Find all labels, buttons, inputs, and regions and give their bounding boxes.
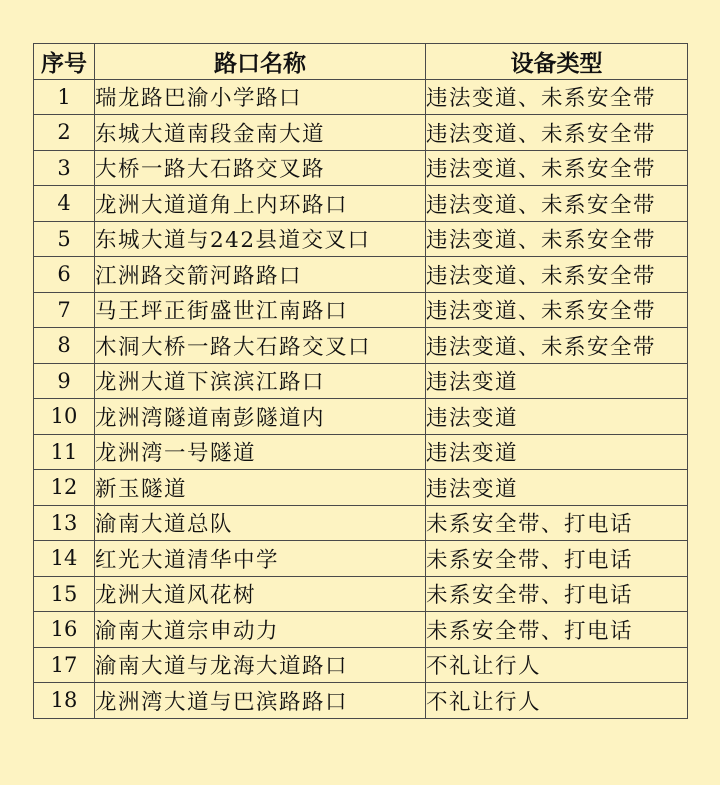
equipment-type-cell: 违法变道、未系安全带 — [426, 328, 688, 364]
equipment-type-cell: 违法变道、未系安全带 — [426, 115, 688, 151]
location-name-cell: 红光大道清华中学 — [95, 541, 426, 577]
equipment-type-cell: 不礼让行人 — [426, 683, 688, 719]
table-row — [34, 257, 688, 293]
location-name-cell: 瑞龙路巴渝小学路口 — [95, 79, 426, 115]
equipment-type-cell: 未系安全带、打电话 — [426, 505, 688, 541]
equipment-type-cell: 违法变道、未系安全带 — [426, 221, 688, 257]
row-number-cell: 14 — [34, 541, 95, 577]
equipment-type-cell: 违法变道、未系安全带 — [426, 79, 688, 115]
table-row — [34, 328, 688, 364]
location-name-cell: 龙洲大道道角上内环路口 — [95, 186, 426, 222]
column-header-equipment-type: 设备类型 — [426, 44, 688, 80]
equipment-type-cell: 未系安全带、打电话 — [426, 612, 688, 648]
table-row — [34, 399, 688, 435]
table-header-row — [34, 44, 688, 80]
row-number-cell: 2 — [34, 115, 95, 151]
equipment-type-cell: 未系安全带、打电话 — [426, 541, 688, 577]
location-name-cell: 渝南大道与龙海大道路口 — [95, 647, 426, 683]
equipment-type-cell: 违法变道 — [426, 434, 688, 470]
location-name-cell: 龙洲湾一号隧道 — [95, 434, 426, 470]
location-name-cell: 东城大道南段金南大道 — [95, 115, 426, 151]
location-name-cell: 新玉隧道 — [95, 470, 426, 506]
location-name-cell: 木洞大桥一路大石路交叉口 — [95, 328, 426, 364]
location-name-cell: 大桥一路大石路交叉路 — [95, 150, 426, 186]
row-number-cell: 4 — [34, 186, 95, 222]
table-row — [34, 363, 688, 399]
table-row — [34, 434, 688, 470]
equipment-type-cell: 违法变道、未系安全带 — [426, 150, 688, 186]
row-number-cell: 5 — [34, 221, 95, 257]
table-row — [34, 647, 688, 683]
table-row — [34, 79, 688, 115]
equipment-type-cell: 不礼让行人 — [426, 647, 688, 683]
table-body — [34, 79, 688, 718]
table-row — [34, 505, 688, 541]
row-number-cell: 13 — [34, 505, 95, 541]
location-name-cell: 马王坪正街盛世江南路口 — [95, 292, 426, 328]
equipment-type-cell: 违法变道 — [426, 399, 688, 435]
row-number-cell: 15 — [34, 576, 95, 612]
table-row — [34, 292, 688, 328]
row-number-cell: 10 — [34, 399, 95, 435]
table-row — [34, 576, 688, 612]
equipment-type-cell: 未系安全带、打电话 — [426, 576, 688, 612]
location-name-cell: 东城大道与242县道交叉口 — [95, 221, 426, 257]
table-row — [34, 612, 688, 648]
location-name-cell: 渝南大道宗申动力 — [95, 612, 426, 648]
location-name-cell: 渝南大道总队 — [95, 505, 426, 541]
row-number-cell: 7 — [34, 292, 95, 328]
equipment-type-cell: 违法变道、未系安全带 — [426, 257, 688, 293]
row-number-cell: 17 — [34, 647, 95, 683]
location-name-cell: 龙洲大道风花树 — [95, 576, 426, 612]
row-number-cell: 1 — [34, 79, 95, 115]
row-number-cell: 9 — [34, 363, 95, 399]
table-row — [34, 470, 688, 506]
table-row — [34, 541, 688, 577]
table-row — [34, 115, 688, 151]
equipment-type-cell: 违法变道 — [426, 470, 688, 506]
equipment-type-cell: 违法变道 — [426, 363, 688, 399]
table-row — [34, 683, 688, 719]
location-name-cell: 龙洲湾大道与巴滨路路口 — [95, 683, 426, 719]
location-name-cell: 龙洲湾隧道南彭隧道内 — [95, 399, 426, 435]
row-number-cell: 11 — [34, 434, 95, 470]
table-row — [34, 186, 688, 222]
equipment-type-cell: 违法变道、未系安全带 — [426, 292, 688, 328]
intersection-equipment-table — [33, 43, 688, 719]
row-number-cell: 16 — [34, 612, 95, 648]
row-number-cell: 6 — [34, 257, 95, 293]
column-header-location: 路口名称 — [95, 44, 426, 80]
location-name-cell: 龙洲大道下滨滨江路口 — [95, 363, 426, 399]
row-number-cell: 3 — [34, 150, 95, 186]
row-number-cell: 12 — [34, 470, 95, 506]
table-row — [34, 150, 688, 186]
table-row — [34, 221, 688, 257]
equipment-type-cell: 违法变道、未系安全带 — [426, 186, 688, 222]
column-header-number: 序号 — [34, 44, 95, 80]
location-name-cell: 江洲路交箭河路路口 — [95, 257, 426, 293]
row-number-cell: 18 — [34, 683, 95, 719]
row-number-cell: 8 — [34, 328, 95, 364]
